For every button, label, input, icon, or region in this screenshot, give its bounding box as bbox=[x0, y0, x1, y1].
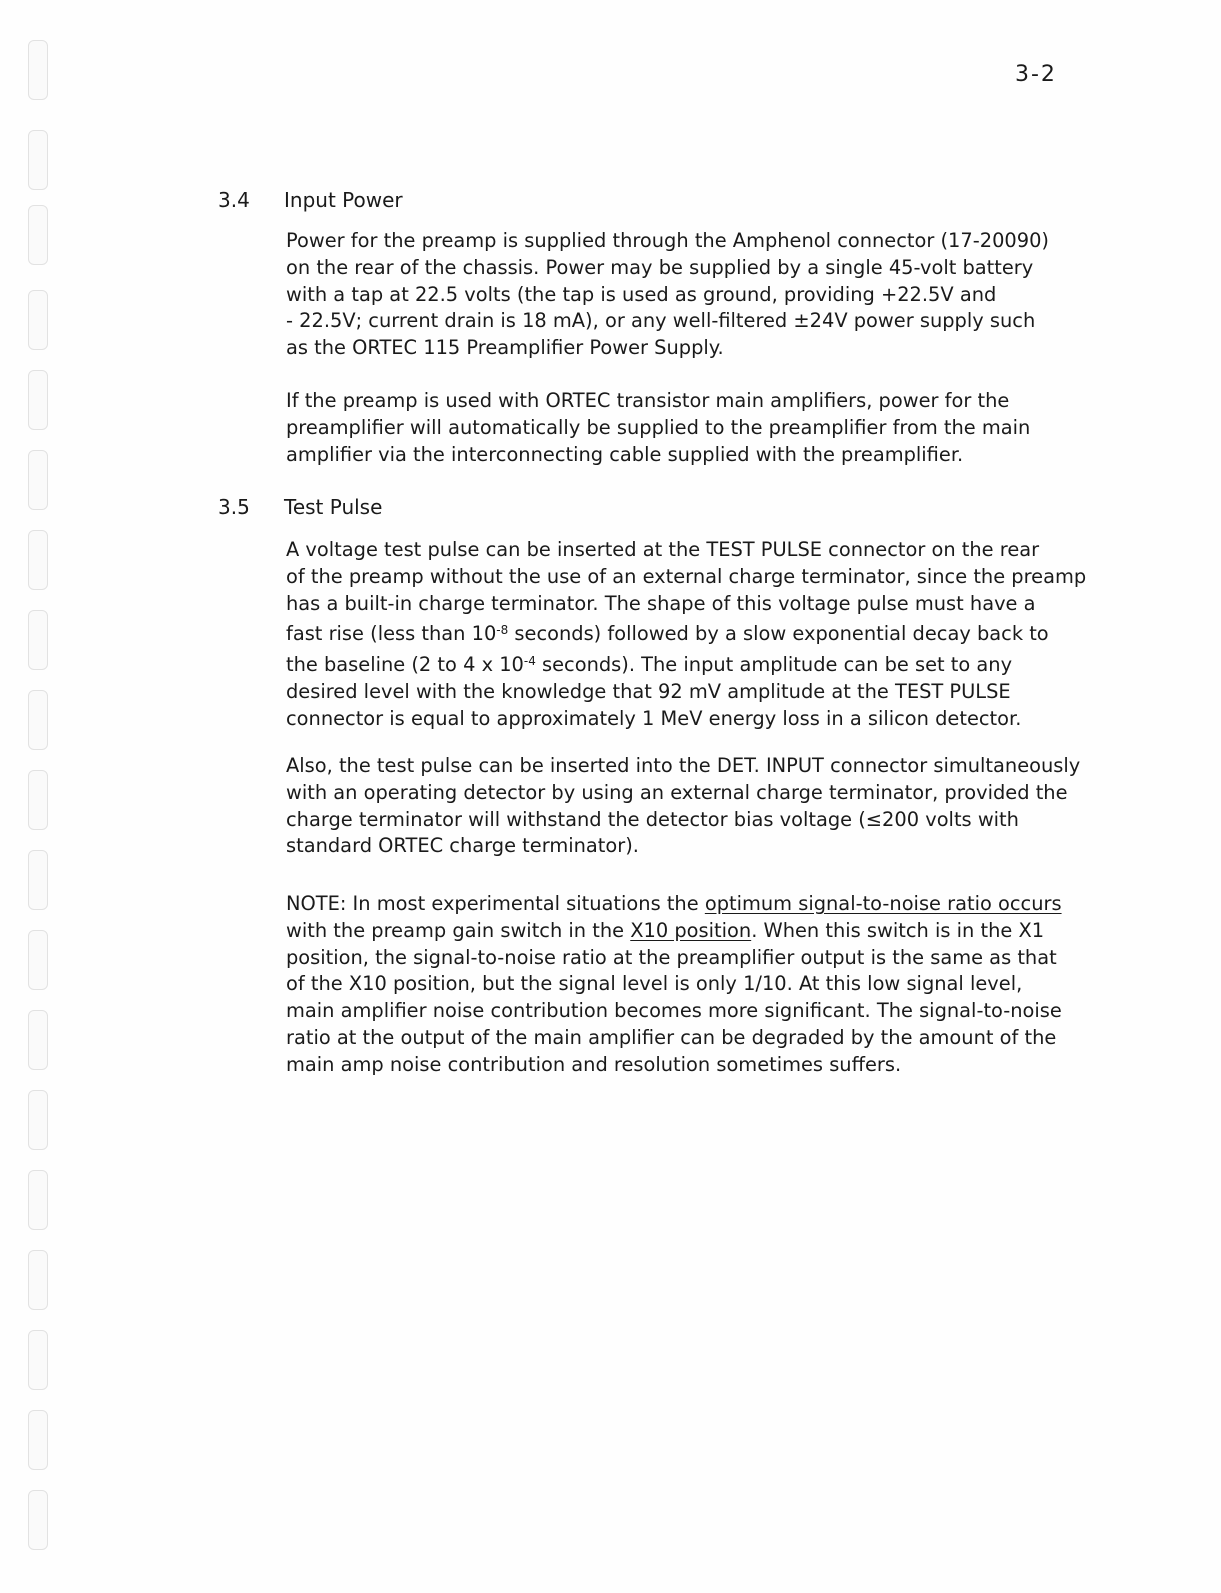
text-line: charge terminator will withstand the detector bias voltage (≤200 volts with bbox=[286, 807, 1019, 831]
text-line: of the X10 position, but the signal level is only 1/10. At this low signal level, bbox=[286, 972, 1023, 996]
text-line: on the rear of the chassis. Power may be supplied by a single 45-volt battery bbox=[286, 255, 1034, 279]
text-line: connector is equal to approximately 1 MeV energy loss in a silicon detector. bbox=[286, 706, 1022, 730]
text-line: amplifier via the interconnecting cable supplied with the preamplifier. bbox=[286, 442, 964, 466]
text-line: desired level with the knowledge that 92 mV amplitude at the TEST PULSE bbox=[286, 679, 1011, 703]
underlined-text: optimum signal-to-noise ratio occurs bbox=[704, 892, 1062, 915]
punch-hole bbox=[28, 690, 48, 750]
text-line: with an operating detector by using an external charge terminator, provided the bbox=[286, 780, 1068, 804]
text-line bbox=[286, 891, 1146, 918]
punch-hole bbox=[28, 1010, 48, 1070]
punch-hole bbox=[28, 770, 48, 830]
text-line: standard ORTEC charge terminator). bbox=[286, 834, 639, 858]
punch-hole bbox=[28, 1410, 48, 1470]
binding-holes bbox=[28, 40, 52, 1580]
section-number: 3.5 bbox=[218, 495, 250, 519]
punch-hole bbox=[28, 1250, 48, 1310]
text-line bbox=[286, 918, 1146, 945]
note-paragraph bbox=[286, 891, 1146, 1079]
punch-hole bbox=[28, 205, 48, 265]
punch-hole bbox=[28, 290, 48, 350]
paragraph-test-pulse-2 bbox=[286, 753, 1146, 860]
punch-hole bbox=[28, 370, 48, 430]
text-line: If the preamp is used with ORTEC transistor main amplifiers, power for the bbox=[286, 389, 1010, 412]
text-line bbox=[286, 648, 1146, 679]
text-line: main amplifier noise contribution becomes more significant. The signal-to-noise bbox=[286, 999, 1062, 1023]
underlined-text: X10 position bbox=[630, 918, 752, 942]
text-line: of the preamp without the use of an external charge terminator, since the preamp bbox=[286, 564, 1087, 588]
section-heading-input-power bbox=[218, 188, 1018, 212]
text-line: - 22.5V; current drain is 18 mA), or any well-filtered ±24V power supply such bbox=[286, 309, 1036, 333]
section-number: 3.4 bbox=[218, 188, 250, 212]
punch-hole bbox=[28, 850, 48, 910]
punch-hole bbox=[28, 1330, 48, 1390]
text-line: ratio at the output of the main amplifier can be degraded by the amount of the bbox=[286, 1025, 1057, 1049]
text-line: as the ORTEC 115 Preamplifier Power Supply. bbox=[286, 336, 724, 360]
page-number: 3-2 bbox=[1015, 62, 1057, 87]
punch-hole bbox=[28, 40, 48, 100]
text-line: A voltage test pulse can be inserted at the TEST PULSE connector on the rear bbox=[286, 538, 1040, 561]
punch-hole bbox=[28, 1170, 48, 1230]
text-line bbox=[286, 617, 1146, 648]
section-heading-test-pulse bbox=[218, 495, 1018, 519]
exponent: -4 bbox=[523, 654, 536, 669]
text-fragment: the baseline (2 to 4 x 10 bbox=[286, 653, 524, 677]
text-fragment: seconds) followed by a slow exponential decay back to bbox=[508, 622, 1049, 646]
punch-hole bbox=[28, 610, 48, 670]
punch-hole bbox=[28, 1490, 48, 1550]
text-line: position, the signal-to-noise ratio at the preamplifier output is the same as that bbox=[286, 945, 1057, 969]
text-line: has a built-in charge terminator. The shape of this voltage pulse must have a bbox=[286, 591, 1036, 615]
text-fragment: . When this switch is in the X1 bbox=[751, 918, 1045, 942]
punch-hole bbox=[28, 130, 48, 190]
text-line: Power for the preamp is supplied through the Amphenol connector (17-20090) bbox=[286, 229, 1049, 252]
text-fragment: fast rise (less than 10 bbox=[286, 622, 497, 646]
text-line: main amp noise contribution and resolution sometimes suffers. bbox=[286, 1052, 902, 1076]
punch-hole bbox=[28, 530, 48, 590]
paragraph-input-power-2 bbox=[286, 388, 1146, 468]
text-line: Also, the test pulse can be inserted into the DET. INPUT connector simultaneously bbox=[286, 754, 1081, 777]
paragraph-test-pulse-1 bbox=[286, 537, 1146, 733]
text-line: preamplifier will automatically be supplied to the preamplifier from the main bbox=[286, 415, 1031, 439]
punch-hole bbox=[28, 450, 48, 510]
section-title: Test Pulse bbox=[284, 495, 383, 519]
exponent: -8 bbox=[496, 623, 509, 638]
punch-hole bbox=[28, 930, 48, 990]
section-title: Input Power bbox=[284, 188, 403, 212]
paragraph-input-power-1 bbox=[286, 228, 1146, 362]
text-fragment: with the preamp gain switch in the bbox=[286, 918, 631, 942]
text-fragment: NOTE: In most experimental situations the bbox=[286, 892, 705, 915]
punch-hole bbox=[28, 1090, 48, 1150]
text-fragment: seconds). The input amplitude can be set to any bbox=[535, 653, 1013, 677]
text-line: with a tap at 22.5 volts (the tap is used as ground, providing +22.5V and bbox=[286, 282, 997, 306]
